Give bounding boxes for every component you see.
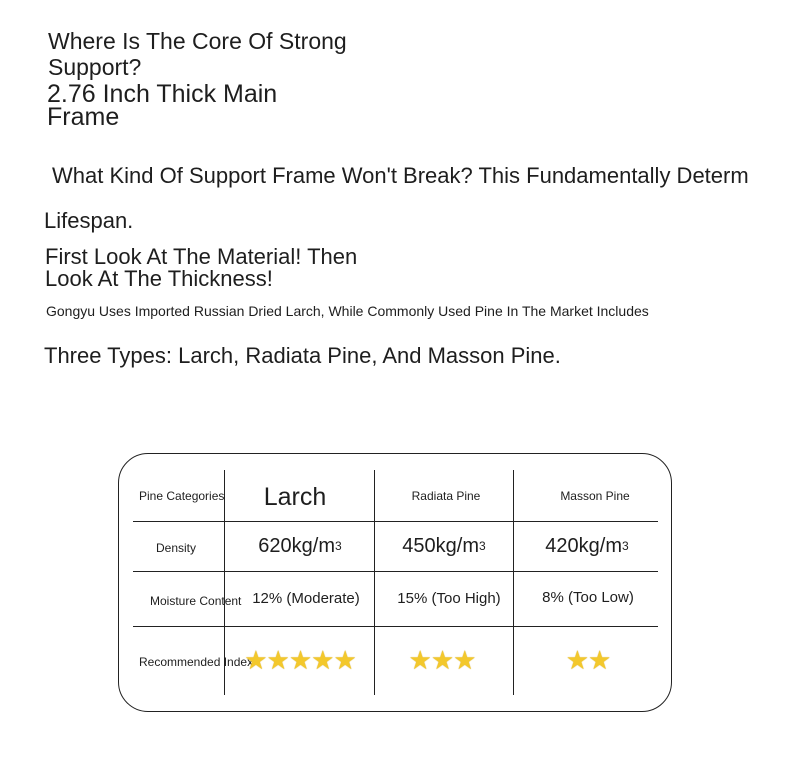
table-divider (133, 521, 658, 522)
question-text-line-2: Lifespan. (44, 208, 134, 233)
rating-stars-radiata-pine: ★★★ (408, 644, 476, 675)
density-radiata-pine: 450kg/m 3 (402, 534, 486, 557)
page-title: Where Is The Core Of Strong Support? (48, 28, 347, 80)
paragraph-line-2: Three Types: Larch, Radiata Pine, And Masson Pine. (44, 343, 561, 368)
row-header-moisture: Moisture Content (150, 594, 242, 608)
rating-stars-masson-pine: ★★ (565, 644, 611, 675)
density-masson-pine: 420kg/m 3 (545, 534, 629, 557)
column-header-larch: Larch (263, 482, 327, 511)
table-divider (133, 626, 658, 627)
table-divider (133, 571, 658, 572)
row-header-recommended: Recommended Index (139, 655, 254, 669)
question-text-line-1: What Kind Of Support Frame Won't Break? This Fundamentally Determ (52, 163, 749, 188)
row-header-density: Density (156, 541, 197, 555)
moisture-masson-pine: 8% (Too Low) (542, 588, 634, 606)
row-header-categories: Pine Categories (139, 489, 225, 503)
column-header-radiata-pine: Radiata Pine (411, 489, 481, 503)
rating-stars-larch: ★★★★★ (244, 644, 356, 675)
page-subtitle: 2.76 Inch Thick Main Frame (47, 80, 278, 131)
moisture-radiata-pine: 15% (Too High) (397, 589, 501, 607)
paragraph-line-1: Gongyu Uses Imported Russian Dried Larch, While Commonly Used Pine In The Market Includes (46, 303, 649, 319)
material-heading: First Look At The Material! Then Look At The Thickness! (45, 244, 358, 291)
column-header-masson-pine: Masson Pine (560, 489, 630, 503)
moisture-larch: 12% (Moderate) (252, 589, 360, 607)
density-larch: 620kg/m 3 (258, 534, 342, 557)
